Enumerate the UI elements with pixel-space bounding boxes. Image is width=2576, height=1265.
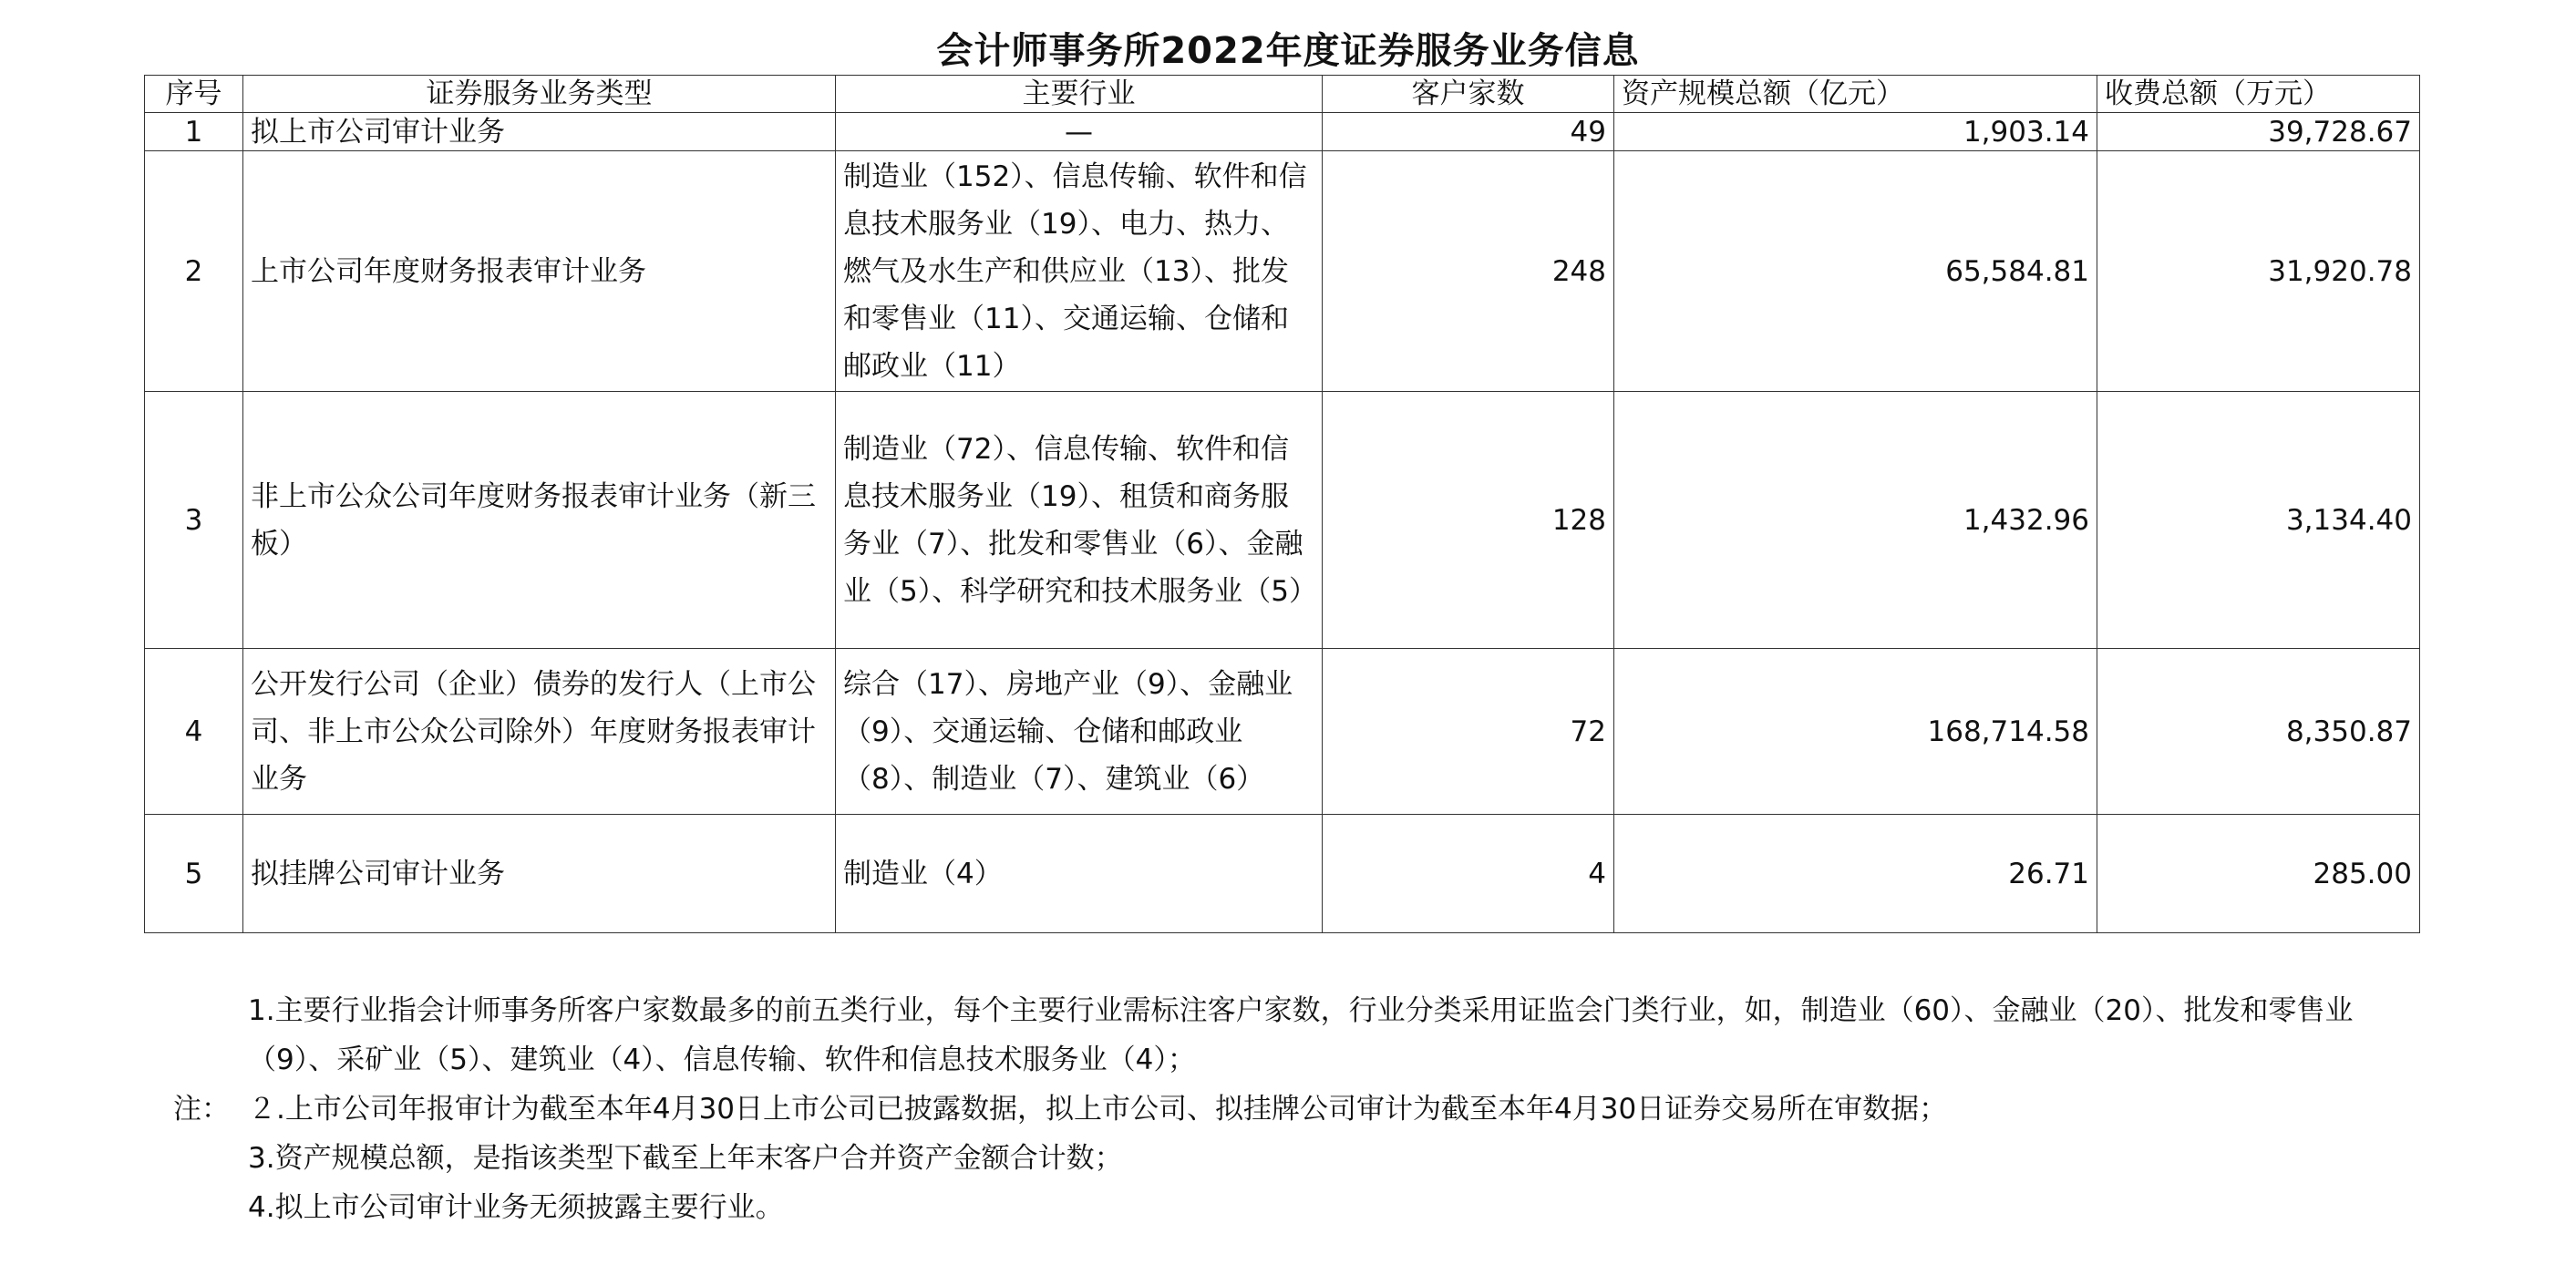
table-row bbox=[145, 113, 2420, 151]
row-client-count: 4 bbox=[1323, 815, 1614, 933]
page-title: 会计师事务所2022年度证券服务业务信息 bbox=[936, 30, 1640, 72]
table-row bbox=[145, 392, 2420, 649]
row-total-fees: 39,728.67 bbox=[2097, 113, 2420, 151]
header-client-count: 客户家数 bbox=[1323, 76, 1614, 113]
header-total-fees: 收费总额（万元） bbox=[2097, 76, 2420, 113]
row-total-assets: 168,714.58 bbox=[1614, 649, 2097, 815]
footnote-text: 3.资产规模总额，是指该类型下截至上年末客户合并资产金额合计数； bbox=[248, 1142, 1123, 1175]
row-service-type: 拟挂牌公司审计业务 bbox=[243, 815, 836, 933]
row-service-type: 拟上市公司审计业务 bbox=[243, 113, 836, 151]
row-total-fees: 31,920.78 bbox=[2097, 151, 2420, 392]
header-seq: 序号 bbox=[145, 76, 243, 113]
footnote-text: ２.上市公司年报审计为截至本年4月30日上市公司已披露数据，拟上市公司、拟挂牌公司审计为截至本年4月30日证券交易所在审数据； bbox=[248, 1093, 1948, 1126]
row-service-type: 非上市公众公司年度财务报表审计业务（新三板） bbox=[243, 392, 836, 649]
footnote-label: 注： bbox=[173, 1093, 230, 1126]
row-total-assets: 26.71 bbox=[1614, 815, 2097, 933]
header-total-assets: 资产规模总额（亿元） bbox=[1614, 76, 2097, 113]
row-client-count: 248 bbox=[1323, 151, 1614, 392]
row-service-type: 上市公司年度财务报表审计业务 bbox=[243, 151, 836, 392]
header-service-type: 证券服务业务类型 bbox=[243, 76, 836, 113]
row-client-count: 72 bbox=[1323, 649, 1614, 815]
header-main-industry: 主要行业 bbox=[836, 76, 1323, 113]
table-row bbox=[145, 649, 2420, 815]
row-seq: 3 bbox=[145, 392, 243, 649]
row-seq: 5 bbox=[145, 815, 243, 933]
row-total-assets: 65,584.81 bbox=[1614, 151, 2097, 392]
row-main-industry: 综合（17）、房地产业（9）、金融业（9）、交通运输、仓储和邮政业（8）、制造业（7）、建筑业（6） bbox=[836, 649, 1323, 815]
table-header-row bbox=[145, 76, 2420, 113]
row-main-industry: — bbox=[836, 113, 1323, 151]
footnote-3 bbox=[173, 1134, 2425, 1183]
row-total-fees: 3,134.40 bbox=[2097, 392, 2420, 649]
securities-services-table bbox=[144, 75, 2420, 933]
footnote-text: 4.拟上市公司审计业务无须披露主要行业。 bbox=[248, 1191, 784, 1224]
row-seq: 1 bbox=[145, 113, 243, 151]
row-main-industry: 制造业（72）、信息传输、软件和信息技术服务业（19）、租赁和商务服务业（7）、批发和零售业（6）、金融业（5）、科学研究和技术服务业（5） bbox=[836, 392, 1323, 649]
footnote-1 bbox=[173, 986, 2425, 1085]
row-total-fees: 285.00 bbox=[2097, 815, 2420, 933]
footnote-4 bbox=[173, 1183, 2425, 1232]
row-seq: 2 bbox=[145, 151, 243, 392]
footnote-text: 1.主要行业指会计师事务所客户家数最多的前五类行业，每个主要行业需标注客户家数，行业分类采用证监会门类行业，如，制造业（60）、金融业（20）、批发和零售业（9）、采矿业（5）、建筑业（4）、信息传输、软件和信息技术服务业（4）； bbox=[248, 994, 2354, 1076]
row-total-assets: 1,432.96 bbox=[1614, 392, 2097, 649]
row-total-assets: 1,903.14 bbox=[1614, 113, 2097, 151]
footnotes bbox=[173, 986, 2425, 1232]
row-total-fees: 8,350.87 bbox=[2097, 649, 2420, 815]
row-main-industry: 制造业（4） bbox=[836, 815, 1323, 933]
footnote-2 bbox=[173, 1085, 2425, 1134]
row-seq: 4 bbox=[145, 649, 243, 815]
row-client-count: 49 bbox=[1323, 113, 1614, 151]
table-row bbox=[145, 815, 2420, 933]
row-service-type: 公开发行公司（企业）债券的发行人（上市公司、非上市公众公司除外）年度财务报表审计业务 bbox=[243, 649, 836, 815]
row-client-count: 128 bbox=[1323, 392, 1614, 649]
table-row bbox=[145, 151, 2420, 392]
row-main-industry: 制造业（152）、信息传输、软件和信息技术服务业（19）、电力、热力、燃气及水生产和供应业（13）、批发和零售业（11）、交通运输、仓储和邮政业（11） bbox=[836, 151, 1323, 392]
